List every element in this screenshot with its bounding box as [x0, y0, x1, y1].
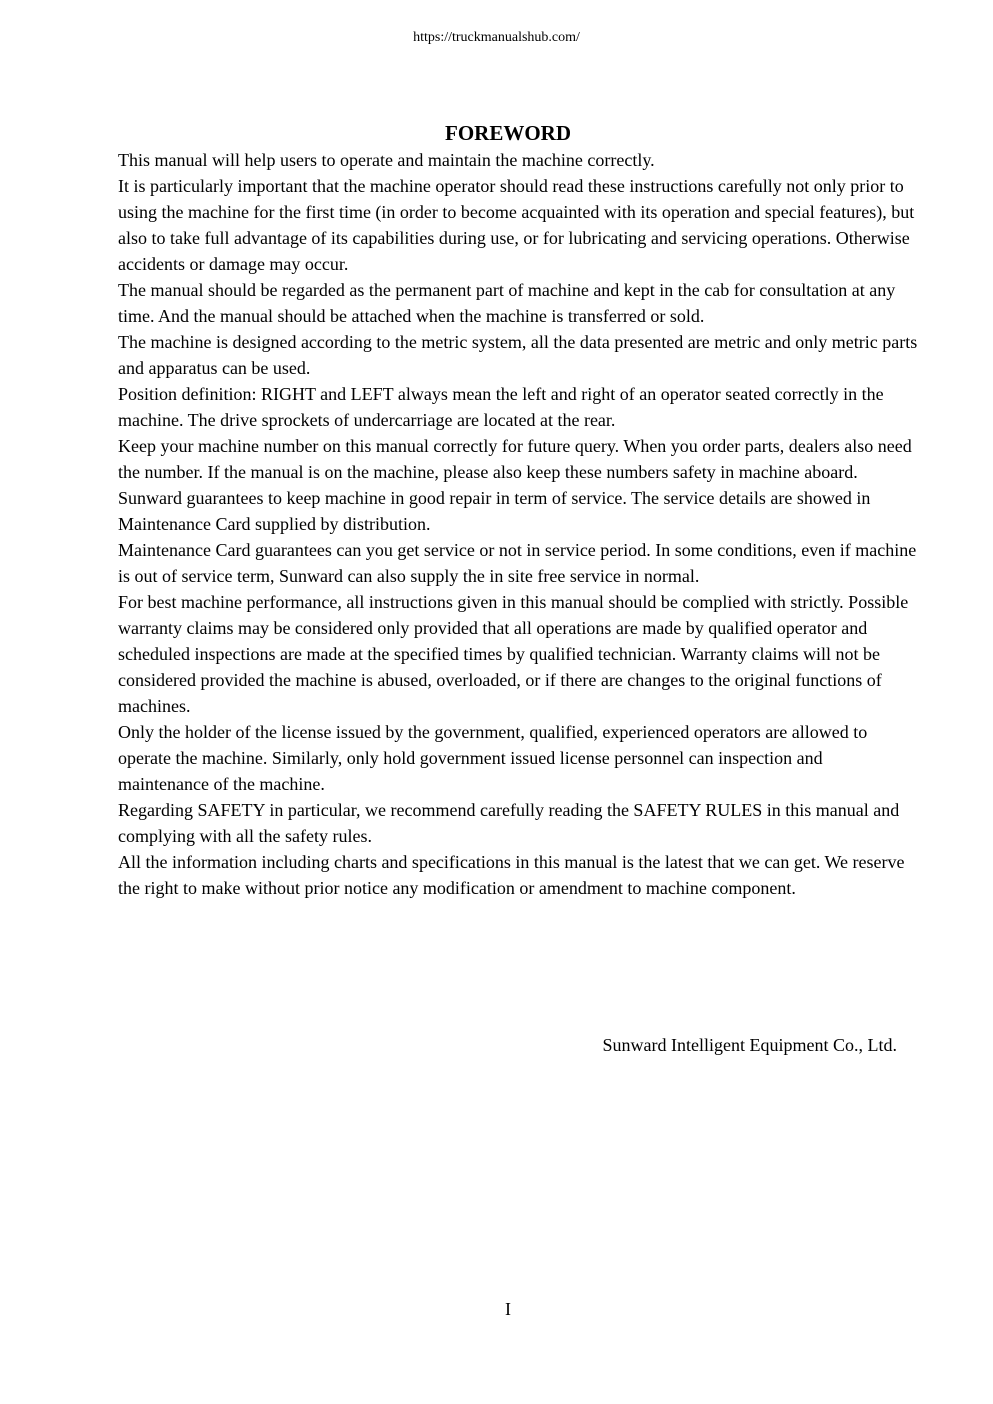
paragraph: For best machine performance, all instructions given in this manual should be complied with strictly. Possible warranty claims may be considered only provided that all operations are made by qualified operator and scheduled inspections are made at the specified times by qualified technician. Warranty claims will not be considered provided the machine is abused, overloaded, or if there are changes to the original functions of machines.: [118, 592, 909, 716]
paragraph: Only the holder of the license issued by the government, qualified, experienced operators are allowed to operate the machine. Similarly, only hold government issued license personnel can inspection and maintenance of the machine.: [118, 722, 868, 794]
paragraph: The machine is designed according to the metric system, all the data presented are metric and only metric parts and apparatus can be used.: [118, 332, 918, 378]
paragraph: Keep your machine number on this manual correctly for future query. When you order parts, dealers also need the number. If the manual is on the machine, please also keep these numbers safety in machine aboard.: [118, 436, 912, 482]
paragraph: This manual will help users to operate and maintain the machine correctly.: [118, 150, 655, 170]
paragraph: Sunward guarantees to keep machine in good repair in term of service. The service details are showed in Maintenance Card supplied by distribution.: [118, 488, 871, 534]
page-title: FOREWORD: [445, 121, 571, 145]
paragraph: Maintenance Card guarantees can you get service or not in service period. In some conditions, even if machine is out of service term, Sunward can also supply the in site free service in normal.: [118, 540, 917, 586]
company-signature: Sunward Intelligent Equipment Co., Ltd.: [602, 1035, 897, 1055]
paragraph: Position definition: RIGHT and LEFT always mean the left and right of an operator seated correctly in the machine. The drive sprockets of undercarriage are located at the rear.: [118, 384, 884, 430]
paragraph: The manual should be regarded as the permanent part of machine and kept in the cab for consultation at any time. And the manual should be attached when the machine is transferred or sold.: [118, 280, 896, 326]
paragraph: All the information including charts and specifications in this manual is the latest that we can get. We reserve the right to make without prior notice any modification or amendment to machine component.: [118, 852, 905, 898]
paragraph: Regarding SAFETY in particular, we recommend carefully reading the SAFETY RULES in this manual and complying with all the safety rules.: [118, 800, 900, 846]
paragraph: It is particularly important that the machine operator should read these instructions carefully not only prior to using the machine for the first time (in order to become acquainted with its operation and special features), but also to take full advantage of its capabilities during use, or for lubricating and servicing operations. Otherwise accidents or damage may occur.: [118, 176, 915, 274]
foreword-body: [118, 147, 918, 901]
page-number: I: [505, 1299, 511, 1319]
header-url: https://truckmanualshub.com/: [413, 30, 580, 45]
